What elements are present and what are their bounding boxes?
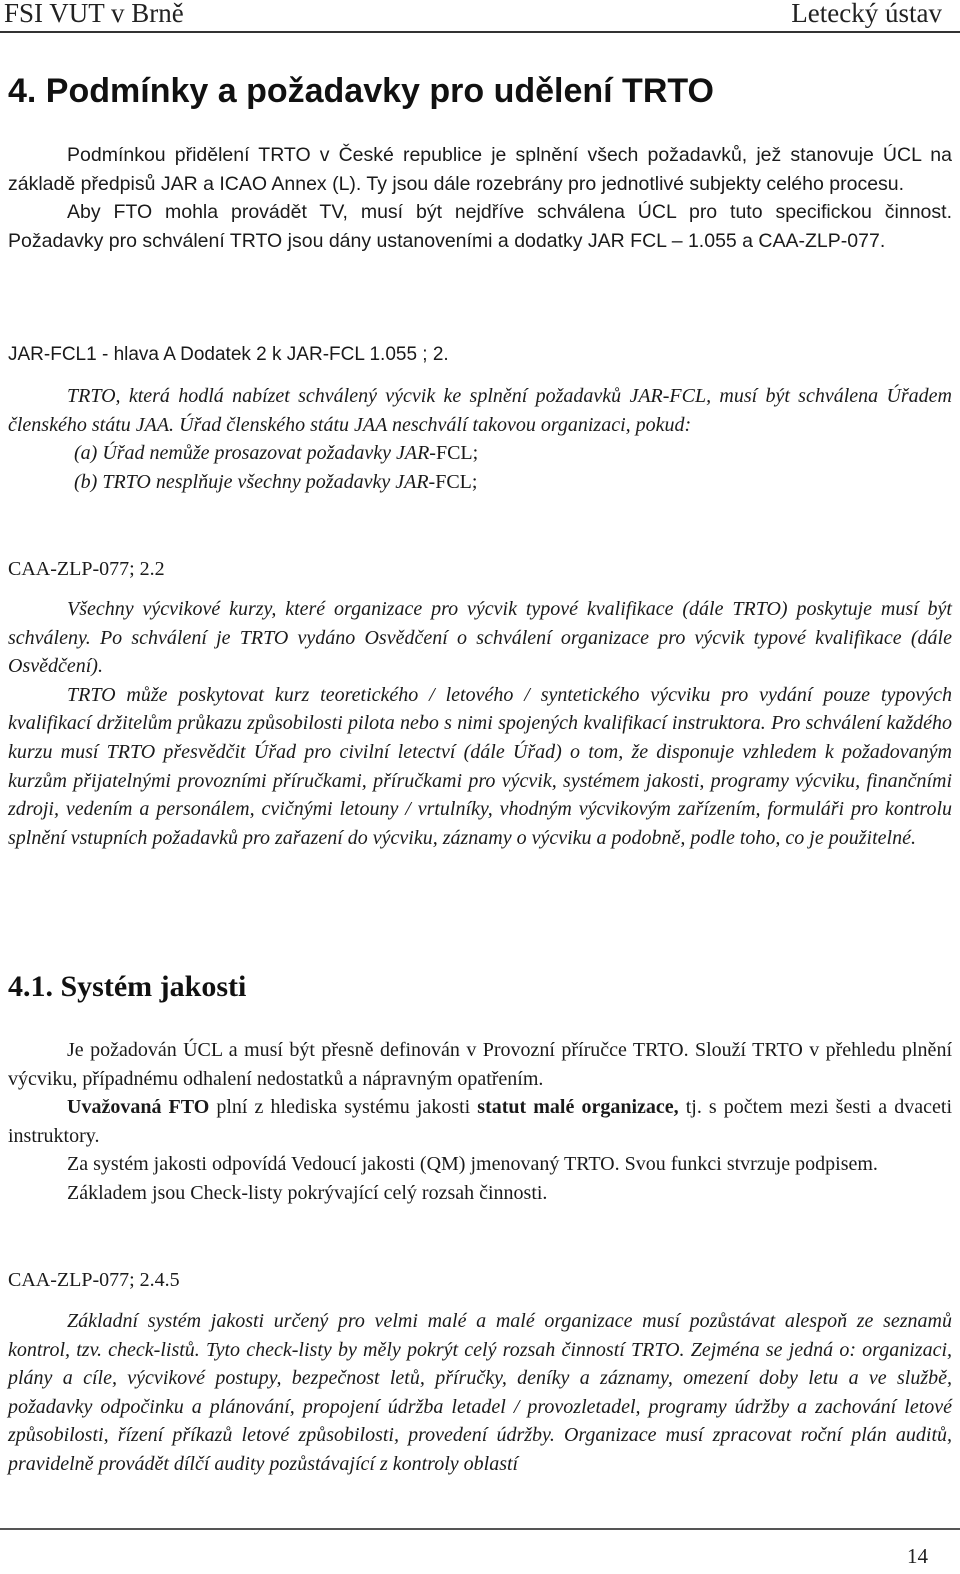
- bold-statut: statut malé organizace,: [477, 1096, 679, 1119]
- quality-paragraph: Uvažovaná FTO plní z hlediska systému jakosti statut malé organizace, tj. s počtem mezi šesti a dvaceti instruktory.: [8, 1096, 952, 1147]
- caa-quote: [8, 595, 952, 852]
- intro-paragraphs: [8, 141, 952, 255]
- section-title: 4. Podmínky a požadavky pro udělení TRTO: [8, 72, 714, 110]
- subsection-title: 4.1. Systém jakosti: [8, 970, 247, 1003]
- caa-quote-paragraph: TRTO může poskytovat kurz teoretického / letového / syntetického výcviku pro vydání pouze typových kvalifikací držitelům průkazu způsobilosti pilota nebo s nimi spojených kvalifikací instruktora. Pro schválení každého kurzu musí TRTO přesvědčit Úřad pro civilní letectví (dále Úřad) o tom, že disponuje vzhledem k požadovaným kurzům přijatelnými provozními příručkami, příručkami pro výcvik, systémem jakosti, programy výcviku, finančními zdroji, vedením a personálem, cvičnými letouny / vrtulníky, vhodným výcvikovým zařízením, formuláři pro kontrolu splnění vstupních požadavků pro zařazení do výcviku, záznamy o výcviku a podobně, podle toho, co je použitelné.: [8, 683, 952, 849]
- jar-quote-rest: Úřad členského státu JAA neschválí takovou organizaci, pokud:: [174, 413, 692, 436]
- list-item: (b) TRTO nesplňuje všechny požadavky JAR-FCL;: [74, 470, 478, 493]
- caa-quote-paragraph: Všechny výcvikové kurzy, které organizace pro výcvik typové kvalifikace (dále TRTO) poskytuje musí být schváleny. Po schválení je TRTO vydáno Osvědčení o schválení organizace pro výcvik typové kvalifikace (dále Osvědčení).: [8, 598, 952, 678]
- reference-jar-fcl: JAR-FCL1 - hlava A Dodatek 2 k JAR-FCL 1.055 ; 2.: [8, 344, 449, 365]
- quality-quote: [8, 1307, 952, 1479]
- header-institution: FSI VUT v Brně: [4, 0, 184, 28]
- jar-quote: [8, 382, 952, 496]
- page-header: [0, 0, 960, 32]
- quality-paragraph: Je požadován ÚCL a musí být přesně definován v Provozní příručce TRTO. Slouží TRTO v přehledu plnění výcviku, případnému odhalení nedostatků a nápravným opatřením.: [8, 1039, 952, 1090]
- quality-paragraphs: [8, 1036, 952, 1208]
- reference-caa-zlp-245: CAA-ZLP-077; 2.4.5: [8, 1269, 180, 1291]
- jar-quote-italic: TRTO, která hodlá nabízet schválený výcvik ke splnění požadavků JAR-FCL, musí být schválena Úřadem členského státu JAA.: [8, 385, 952, 436]
- intro-paragraph: Podmínkou přidělení TRTO v České republice je splnění všech požadavků, jež stanovuje ÚCL na základě předpisů JAR a ICAO Annex (L). Ty jsou dále rozebrány pro jednotlivé subjekty celého procesu.: [8, 144, 952, 195]
- bold-fto: Uvažovaná FTO: [67, 1096, 210, 1119]
- quality-paragraph: Základem jsou Check-listy pokrývající celý rozsah činnosti.: [67, 1181, 548, 1204]
- approval-text: Aby FTO mohla provádět TV, musí být nejdříve schválena ÚCL pro tuto specifickou činnost.: [67, 201, 952, 224]
- header-department: Letecký ústav: [791, 0, 942, 28]
- list-item: (a) Úřad nemůže prosazovat požadavky JAR-FCL;: [74, 442, 479, 465]
- jar-quote-paragraph: [8, 382, 952, 439]
- quality-quote-paragraph: Základní systém jakosti určený pro velmi malé a malé organizace musí pozůstávat alespoň ze seznamů kontrol, tzv. check-listů. Tyto check-listy by měly pokrýt celý rozsah činností TRTO. Zejména se jedná o: organizaci, plány a cíle, výcvikové postupy, bezpečnost letů, příručky, deníky a záznamy, omezení doby letu a ve službě, požadavky odpočinku a plánování, propojení údržba letadel / provozletadel, programy údržby a zachování letové způsobilosti, řízení příkazů letové způsobilosti, provedení údržby. Organizace musí zpracovat roční plán auditů, pravidelně provádět dílčí audity pozůstávající z kontroly oblastí: [8, 1310, 952, 1475]
- header-divider: [0, 31, 960, 33]
- approval-paragraph: [8, 198, 952, 255]
- requirements-text: Požadavky pro schválení TRTO jsou dány ustanoveními a dodatky JAR FCL – 1.055 a CAA-ZLP-077.: [8, 229, 886, 252]
- page-number: 14: [907, 1544, 928, 1568]
- footer-divider: [0, 1528, 960, 1530]
- reference-caa-zlp: CAA-ZLP-077; 2.2: [8, 558, 165, 580]
- quality-paragraph: Za systém jakosti odpovídá Vedoucí jakosti (QM) jmenovaný TRTO. Svou funkci stvrzuje podpisem.: [67, 1153, 878, 1176]
